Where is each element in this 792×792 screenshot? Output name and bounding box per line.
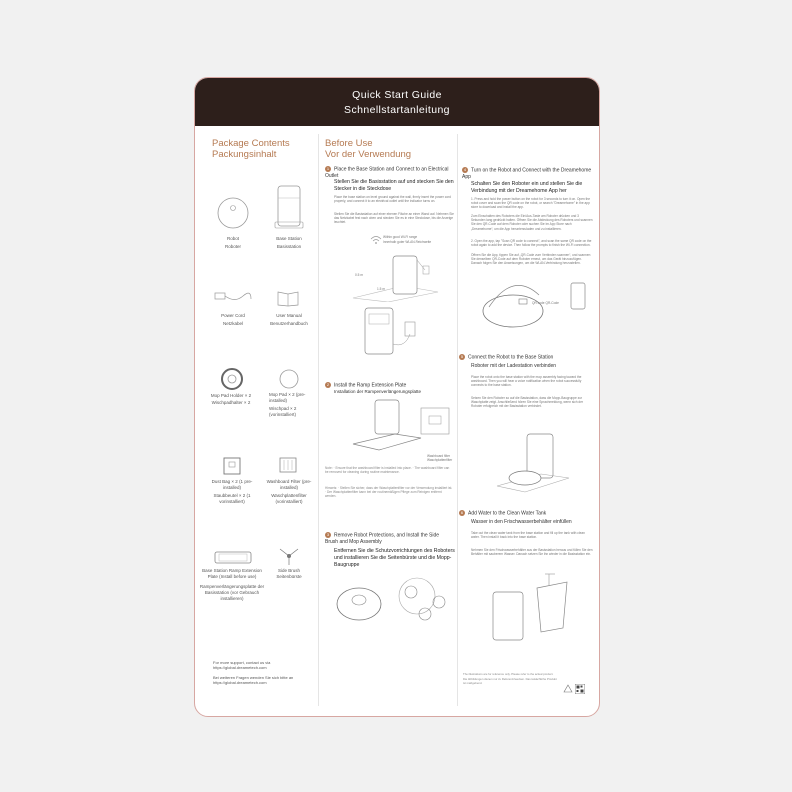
step5-body-en: Place the robot onto the base station with the mop assembly facing toward the washboard. Then you will hear a voice notification when the robot successfully connects to the base station.	[471, 375, 582, 388]
support-text-en: For more support, contact us via https://global.dreametech.com	[213, 660, 271, 671]
dust-bag-icon	[222, 456, 242, 476]
step3-title-de: Entfernen Sie die Schutzvorrichtungen des Roboters und installieren Sie die Seitenbürste und die Mopp-Baugruppe	[334, 548, 455, 568]
step4-title-de: Schalten Sie den Roboter ein und stellen Sie die Verbindung mit der Dreamehome App her	[471, 181, 583, 194]
ramp-install-illustration	[345, 398, 455, 463]
package-item-user-manual-de: Benutzerhandbuch	[270, 321, 308, 326]
wifi-range-en: Within good Wi-Fi range	[383, 235, 418, 239]
package-item-power-cord-en: Power Cord	[221, 313, 245, 318]
step1-number: 1	[326, 166, 330, 171]
side-brush-icon	[278, 546, 300, 566]
before-use-heading-en: Before Use	[325, 138, 373, 149]
robot-icon	[216, 196, 250, 230]
step4-body1-en: 1. Press and hold the power button on the robot for 3 seconds to turn it on. Open the robot cover and scan the QR code on the robot, or search "Dreamehome" in the app store to download and install the app.	[471, 197, 591, 210]
base-station-icon	[274, 184, 304, 230]
qr-code-icon	[575, 684, 585, 694]
step6-number: 6	[460, 510, 464, 515]
package-item-washboard-de: Waschplattenfilter (vorinstalliert)	[271, 493, 307, 504]
package-item-base-station-de: Basisstation	[276, 244, 302, 249]
step5-title-de: Roboter mit der Ladestation verbinden	[471, 363, 557, 369]
step6-title-de: Wasser in den Frischwasserbehälter einfüllen	[471, 519, 572, 525]
package-item-dust-bag-de: Staubbeutel × 2 (1 vorinstalliert)	[213, 493, 251, 504]
ramp-plate-icon	[213, 548, 253, 566]
title-en: Quick Start Guide	[352, 89, 442, 101]
mop-pad-holder-icon	[219, 367, 245, 391]
package-heading-de: Packungsinhalt	[212, 149, 277, 160]
support-text-de: Bei weiteren Fragen wenden Sie sich bitte an https://global.dreametech.com	[213, 675, 294, 686]
wifi-icon	[370, 235, 382, 245]
step2-note-en: Note: · Ensure that the washboard filter is installed into place. · The washboard filter can be removed for cleaning during routine maintenance.	[325, 466, 450, 475]
step1-body-de: Stellen Sie die Basisstation auf einer ebenen Fläche an einer Wand auf. Nehmen Sie das Netzkabel fest nach oben und stecken Sie es in eine Steckdose, bis die Anzeige leuchtet.	[334, 212, 454, 225]
accessory-assembly-illustration	[331, 574, 455, 630]
package-item-mop-holder-en: Mop Pad Holder × 2	[210, 393, 252, 398]
base-station-plug-in-illustration	[355, 304, 445, 358]
footnote-de: Die Abbildungen dienen nur zu Referenzzwecken. Das tatsächliche Produkt ist maßgebend.	[463, 677, 557, 686]
step5-body-de: Setzen Sie den Roboter so auf die Basisstation, dass die Mopp-Baugruppe zur Waschplatte zeigt. Anschließend hören Sie eine Sprachmeldung, wenn sich der Roboter erfolgreich mit der Basisstation verbindet.	[471, 396, 584, 409]
package-item-side-brush-de: Seitenbürste	[276, 574, 302, 579]
mop-pad-icon	[277, 368, 301, 390]
step5-number: 5	[460, 354, 464, 359]
step1-title-de: Stellen Sie die Basisstation auf und stecken Sie den Stecker in die Steckdose	[334, 179, 454, 192]
package-item-dust-bag-en: Dust Bag × 2 (1 pre-installed)	[211, 479, 253, 490]
step4-number: 4	[463, 167, 467, 172]
package-item-washboard-en: Washboard Filter (pre-installed)	[266, 479, 312, 490]
package-item-ramp-de: Rampenverlängerungsplatte der Basisstation (vor Gebrauch installieren)	[199, 584, 265, 601]
step2-note-de: Hinweis: · Stellen Sie sicher, dass der Waschplattenfilter vor der Verwendung installiert ist. · Der Waschplattenfilter kann bei der routinemäßigen Pflege zum Reinigen entfernt werden.	[325, 486, 453, 499]
before-use-heading-de: Vor der Verwendung	[325, 149, 412, 160]
step4-body2-en: 2. Open the app, tap "Scan QR code to connect", and scan the same QR code on the robot again to add the device. Then follow the prompts to finish the Wi-Fi connection.	[471, 239, 592, 248]
package-item-mop-pad-en: Mop Pad × 2 (pre-installed)	[269, 392, 306, 403]
washboard-filter-callout: Washboard filter Waschplattenfilter	[427, 454, 453, 463]
package-item-robot-de: Roboter	[224, 244, 241, 249]
package-item-user-manual-en: User Manual	[276, 313, 302, 318]
package-item-base-station-en: Base Station	[276, 236, 302, 241]
washboard-filter-icon	[278, 456, 298, 474]
footnote-en: The illustrations are for reference only. Please refer to the actual product.	[463, 672, 554, 676]
step4-body2-de: Öffnen Sie die App, tippen Sie auf „QR-Code zum Verbinden scannen“, und scannen Sie denselben QR-Code auf dem Roboter erneut, um das Gerät hinzuzufügen. Danach folgen Sie den Anweisungen, um die WLAN-Verbindung herzustellen.	[471, 253, 591, 266]
quick-start-guide-sheet	[194, 77, 600, 717]
package-item-mop-holder-de: Wischpadhalter × 2	[211, 400, 251, 405]
step2-title-en: 2 Install the Ramp Extension Plate	[326, 382, 407, 389]
column-divider	[457, 134, 458, 706]
recycle-icon	[563, 684, 573, 694]
guide-header	[195, 78, 599, 126]
step4-body1-de: Zum Einschalten des Roboters die Ein/Aus-Taste am Roboter drücken und 3 Sekunden lang gedrückt halten. Öffnen Sie die Abdeckung des Roboters und scannen Sie den QR-Code auf dem Roboter oder suchen Sie im App Store nach „Dreamehome“, um die App herunterzuladen und zu installieren.	[471, 214, 593, 231]
wifi-range-de: Innerhalb guter WLAN-Reichweite	[383, 240, 432, 244]
qr-code-label: QR code QR-Code	[532, 301, 559, 305]
column-divider	[318, 134, 319, 706]
step5-title-en: 5 Connect the Robot to the Base Station	[460, 354, 554, 361]
package-item-power-cord-de: Netzkabel	[222, 321, 243, 326]
package-item-side-brush-en: Side Brush	[277, 568, 300, 573]
package-item-ramp-en: Base Station Ramp Extension Plate (Install before use)	[202, 568, 262, 579]
dimension-side: 0.5 m	[355, 273, 363, 277]
step2-title-de: Installation der Rampenverlängerungsplatte	[334, 389, 422, 394]
step3-number: 3	[326, 532, 330, 537]
package-item-robot-en: Robot	[226, 236, 239, 241]
step2-number: 2	[326, 382, 330, 387]
robot-docking-illustration	[495, 430, 575, 494]
step6-title-en: 6 Add Water to the Clean Water Tank	[460, 510, 547, 517]
step4-title-en: 4 Turn on the Robot and Connect with the Dreamehome App	[462, 167, 592, 180]
step1-title-en: 1 Place the Base Station and Connect to an Electrical Outlet	[325, 166, 449, 179]
dimension-front: 1.5 m	[377, 287, 385, 291]
power-cord-icon	[213, 289, 253, 309]
step1-body-en: Place the base station on level ground against the wall, firmly insert the power cord properly, and connect it to an electrical outlet until the indicator turns on.	[334, 195, 451, 204]
title-de: Schnellstartanleitung	[344, 104, 450, 116]
package-heading-en: Package Contents	[212, 138, 290, 149]
package-item-mop-pad-de: Wischpad × 2 (vorinstalliert)	[269, 406, 297, 417]
step6-body-en: Take out the clean water tank from the base station and fill up the tank with clean water. Then install it back into the base station.	[471, 531, 585, 540]
step3-title-en: 3 Remove Robot Protections, and Install the Side Brush and Mop Assembly	[325, 532, 440, 545]
step6-body-de: Nehmen Sie den Frischwasserbehälter aus der Basisstation heraus und füllen Sie den Behälter mit sauberem Wasser. Danach setzen Sie ihn wieder in die Basisstation ein.	[471, 548, 593, 557]
water-tank-illustration	[483, 572, 579, 644]
user-manual-icon	[277, 289, 299, 307]
